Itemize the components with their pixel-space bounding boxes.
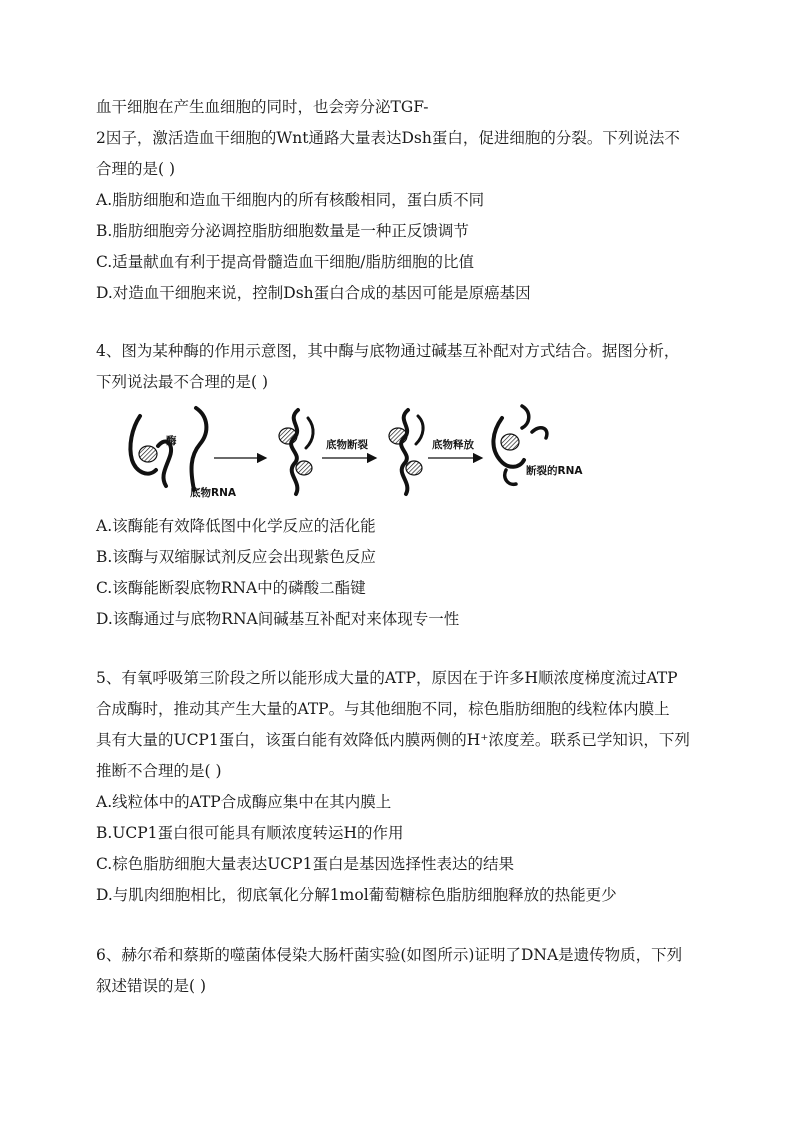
q5-option-b[interactable]: B.UCP1蛋白很可能具有顺浓度转运H的作用	[96, 824, 404, 842]
stage-cleaved-complex	[389, 410, 423, 494]
q4-option-b[interactable]: B.该酶与双缩脲试剂反应会出现紫色反应	[96, 548, 376, 566]
q5-option-c[interactable]: C.棕色脂肪细胞大量表达UCP1蛋白是基因选择性表达的结果	[96, 855, 514, 873]
q3-option-d[interactable]: D.对造血干细胞来说，控制Dsh蛋白合成的基因可能是原癌基因	[96, 284, 531, 302]
substrate-release-label: 底物释放	[432, 439, 474, 451]
q3-option-a[interactable]: A.脂肪细胞和造血干细胞内的所有核酸相同，蛋白质不同	[96, 191, 485, 209]
q5-stem-line-3: 具有大量的UCP1蛋白，该蛋白能有效降低内膜两侧的H⁺浓度差。联系已学知识，下列	[96, 731, 690, 749]
substrate-cleavage-label: 底物断裂	[326, 439, 368, 451]
stage-released-products	[493, 406, 583, 484]
q4-option-a[interactable]: A.该酶能有效降低图中化学反应的活化能	[96, 517, 376, 535]
stage-bound-complex	[279, 410, 313, 494]
q5-stem-line-2: 合成酶时，推动其产生大量的ATP。与其他细胞不同，棕色脂肪细胞的线粒体内膜上	[96, 700, 670, 718]
q4-stem-line-1: 4、图为某种酶的作用示意图，其中酶与底物通过碱基互补配对方式结合。据图分析，	[96, 342, 680, 360]
q3-stem-line-3: 合理的是( )	[96, 160, 176, 178]
q5-option-d[interactable]: D.与肌肉细胞相比，彻底氧化分解1mol葡萄糖棕色脂肪细胞释放的热能更少	[96, 886, 617, 904]
enzyme-label: 酶	[166, 435, 177, 447]
q5-stem-line-1: 5、有氧呼吸第三阶段之所以能形成大量的ATP，原因在于许多H顺浓度梯度流过ATP	[96, 669, 678, 687]
q4-option-d[interactable]: D.该酶通过与底物RNA间碱基互补配对来体现专一性	[96, 610, 460, 628]
q3-stem-line-1: 血干细胞在产生血细胞的同时，也会旁分泌TGF-	[96, 98, 429, 116]
q3-stem-line-2: 2因子，激活造血干细胞的Wnt通路大量表达Dsh蛋白，促进细胞的分裂。下列说法不	[96, 129, 680, 147]
q3-option-c[interactable]: C.适量献血有利于提高骨髓造血干细胞/脂肪细胞的比值	[96, 253, 474, 271]
q3-option-b[interactable]: B.脂肪细胞旁分泌调控脂肪细胞数量是一种正反馈调节	[96, 222, 469, 240]
q4-option-c[interactable]: C.该酶能断裂底物RNA中的磷酸二酯键	[96, 579, 366, 597]
cleaved-rna-label: 断裂的RNA	[526, 465, 583, 477]
stage-enzyme-and-substrate	[130, 408, 236, 499]
q5-stem-line-4: 推断不合理的是( )	[96, 762, 222, 780]
enzyme-mechanism-diagram	[118, 398, 708, 504]
q6-stem-line-2: 叙述错误的是( )	[96, 977, 207, 995]
q6-stem-line-1: 6、赫尔希和蔡斯的噬菌体侵染大肠杆菌实验(如图所示)证明了DNA是遗传物质，下列	[96, 946, 683, 964]
q5-option-a[interactable]: A.线粒体中的ATP合成酶应集中在其内膜上	[96, 793, 392, 811]
substrate-rna-label: 底物RNA	[190, 487, 236, 499]
q4-stem-line-2: 下列说法最不合理的是( )	[96, 373, 269, 391]
